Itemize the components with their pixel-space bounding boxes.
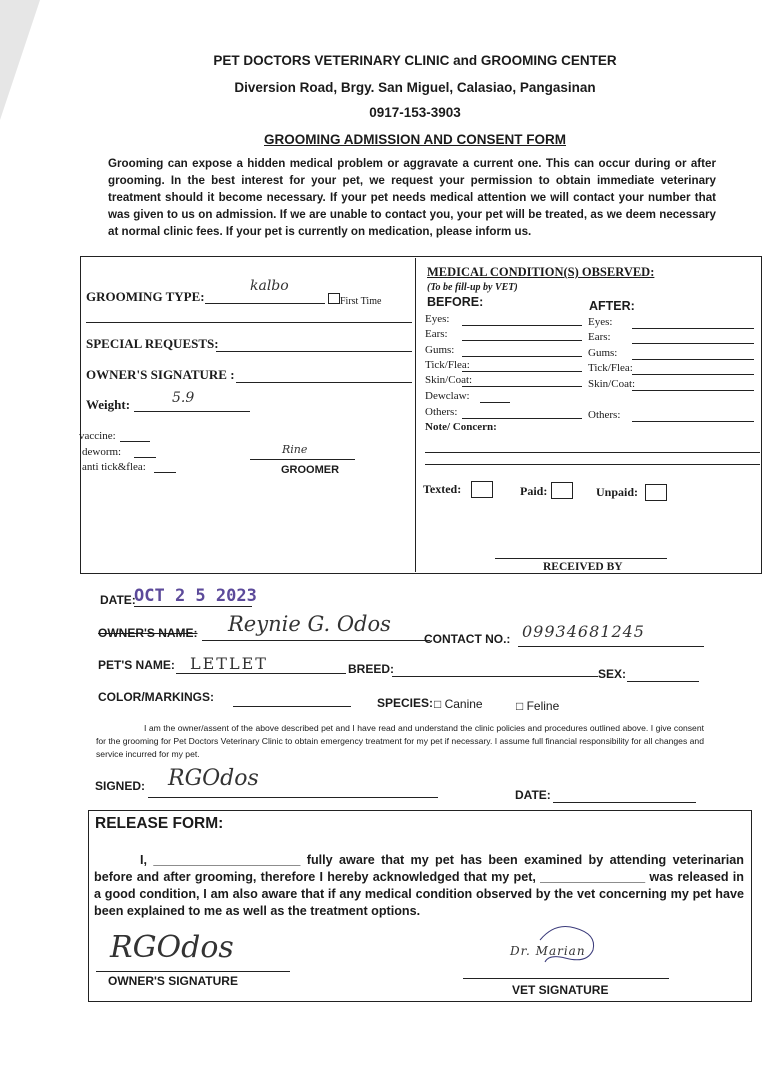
after-item-label: Skin/Coat: — [588, 378, 636, 390]
form-title: GROOMING ADMISSION AND CONSENT FORM — [264, 132, 566, 147]
folded-corner — [0, 0, 40, 120]
breed-label: BREED: — [348, 662, 395, 676]
species-canine[interactable]: □ Canine — [434, 697, 483, 711]
after-item-line[interactable] — [632, 390, 754, 391]
before-item-line[interactable] — [480, 402, 510, 403]
column-divider — [415, 258, 416, 572]
weight-value[interactable]: 5.9 — [172, 390, 195, 406]
sex-label: SEX: — [598, 667, 627, 681]
before-item-line[interactable] — [462, 386, 582, 387]
groomer-signature: Rine — [282, 443, 308, 456]
date-value[interactable]: OCT 2 5 2023 — [134, 586, 257, 606]
signed-line — [148, 797, 438, 798]
vet-signature-label: VET SIGNATURE — [512, 983, 609, 997]
before-item-line[interactable] — [462, 356, 582, 357]
received-by-label: RECEIVED BY — [543, 561, 623, 573]
weight-line — [134, 411, 250, 412]
sex-line[interactable] — [627, 681, 699, 682]
note-line-2[interactable] — [425, 464, 760, 465]
contact-line — [518, 646, 704, 647]
signed-value[interactable]: RGOdos — [168, 766, 259, 791]
contact-value[interactable]: 09934681245 — [522, 622, 645, 641]
species-feline[interactable]: □ Feline — [516, 699, 560, 713]
note-line-1[interactable] — [425, 452, 760, 453]
owner-name-line — [202, 640, 430, 641]
anti-tick-line[interactable] — [154, 472, 176, 473]
before-item-label: Gums: — [425, 344, 455, 356]
vet-signature-value[interactable]: Dr. Marian — [510, 944, 586, 958]
contact-label: CONTACT NO.: — [424, 632, 511, 646]
grooming-type-line — [205, 303, 325, 304]
vaccine-label: vaccine: — [79, 430, 116, 442]
release-owner-label: OWNER'S SIGNATURE — [108, 974, 238, 988]
release-owner-signature[interactable]: RGOdos — [110, 930, 234, 965]
date2-label: DATE: — [515, 788, 551, 802]
first-time-checkbox[interactable] — [328, 293, 340, 304]
paid-label: Paid: — [520, 484, 548, 498]
clinic-phone: 0917-153-3903 — [369, 105, 461, 120]
consent-paragraph: I am the owner/assent of the above described pet and I have read and understand the clinic policies and procedures outlined above. I give consent for the grooming for Pet Doctors Veterinary Clinic to obtain emergency treatment for my pet if necessary. I assume full financial responsibility for all changes and service incurred for my pet. — [96, 723, 704, 759]
after-item-label: Gums: — [588, 347, 618, 359]
after-item-label: Tick/Flea: — [588, 362, 633, 374]
after-item-label: Ears: — [588, 331, 611, 343]
weight-label: Weight: — [86, 397, 131, 412]
vet-signature-stroke — [540, 927, 594, 963]
after-item-line[interactable] — [632, 343, 754, 344]
unpaid-checkbox[interactable] — [645, 484, 667, 501]
before-item-line[interactable] — [462, 371, 582, 372]
vet-signature-loop — [535, 920, 605, 970]
deworm-label: deworm: — [82, 446, 122, 458]
before-item-label: Eyes: — [425, 313, 450, 325]
groomer-label: GROOMER — [281, 464, 340, 476]
received-by-line[interactable] — [495, 558, 667, 559]
pet-name-label: PET'S NAME: — [98, 658, 175, 672]
texted-label: Texted: — [423, 482, 462, 496]
vet-signature-line — [463, 978, 669, 979]
before-item-line[interactable] — [462, 418, 582, 419]
first-time-label: First Time — [340, 296, 382, 307]
pet-name-line — [176, 673, 346, 674]
medical-subtitle: (To be fill-up by VET) — [427, 282, 518, 293]
date-line — [134, 606, 252, 607]
note-label: Note/ Concern: — [425, 421, 497, 433]
owner-name-value[interactable]: Reynie G. Odos — [228, 612, 391, 636]
clinic-name: PET DOCTORS VETERINARY CLINIC and GROOMING CENTER — [213, 53, 617, 68]
owner-name-label: OWNER'S NAME: — [98, 626, 198, 640]
clinic-address: Diversion Road, Brgy. San Miguel, Calasiao, Pangasinan — [234, 80, 596, 95]
owner-signature-line[interactable] — [236, 382, 412, 383]
after-item-line[interactable] — [632, 328, 754, 329]
before-item-label: Skin/Coat: — [425, 374, 473, 386]
release-title: RELEASE FORM: — [95, 815, 224, 832]
intro-paragraph: Grooming can expose a hidden medical problem or aggravate a current one. This can occur during or after grooming. In the best interest for your pet, we request your permission to obtain immediate veterinary treatment should it become necessary. If your pet needs medical attention we will contact your number that was given to us on admission. If we are unable to contact you, your pet will be treated, as we deem necessary at normal clinic fees. If your pet is currently on medication, please inform us. — [108, 157, 716, 238]
unpaid-label: Unpaid: — [596, 485, 639, 499]
after-item-line[interactable] — [632, 374, 754, 375]
before-item-line[interactable] — [462, 325, 582, 326]
release-paragraph: I, _____________________ fully aware that my pet has been examined by attending veterinarian before and after grooming, therefore I hereby acknowledged that my pet, _______________ was released in a good condition, I am also aware that if any medical condition observed by the vet concerning my pet have been explained to me as well as the treatment options. — [94, 853, 744, 918]
before-item-label: Others: — [425, 406, 458, 418]
after-item-line[interactable] — [632, 359, 754, 360]
before-item-label: Dewclaw: — [425, 390, 470, 402]
vaccine-line[interactable] — [120, 441, 150, 442]
special-requests-line[interactable] — [216, 351, 412, 352]
release-owner-line — [96, 971, 290, 972]
species-label: SPECIES: — [377, 696, 434, 710]
date2-line[interactable] — [553, 802, 696, 803]
date-label: DATE: — [100, 593, 136, 607]
before-item-label: Ears: — [425, 328, 448, 340]
special-requests-label: SPECIAL REQUESTS: — [86, 336, 219, 351]
pet-name-value[interactable]: LETLET — [190, 654, 268, 673]
after-item-label: Eyes: — [588, 316, 613, 328]
after-item-label: Others: — [588, 409, 621, 421]
breed-line[interactable] — [392, 676, 598, 677]
medical-title: MEDICAL CONDITION(S) OBSERVED: — [427, 265, 655, 279]
texted-checkbox[interactable] — [471, 481, 493, 498]
owner-signature-label: OWNER'S SIGNATURE : — [86, 367, 235, 382]
signed-label: SIGNED: — [95, 779, 146, 793]
groomer-line — [250, 459, 355, 460]
before-item-line[interactable] — [462, 340, 582, 341]
before-label: BEFORE: — [427, 295, 484, 309]
anti-tick-label: anti tick&flea: — [82, 461, 146, 473]
after-label: AFTER: — [589, 299, 635, 313]
grooming-type-line-2 — [86, 322, 412, 323]
grooming-type-value[interactable]: kalbo — [250, 278, 289, 294]
color-line[interactable] — [233, 706, 351, 707]
before-item-label: Tick/Flea: — [425, 359, 470, 371]
color-label: COLOR/MARKINGS: — [98, 690, 214, 704]
paid-checkbox[interactable] — [551, 482, 573, 499]
after-item-line[interactable] — [632, 421, 754, 422]
deworm-line[interactable] — [134, 457, 156, 458]
grooming-type-label: GROOMING TYPE: — [86, 289, 205, 304]
